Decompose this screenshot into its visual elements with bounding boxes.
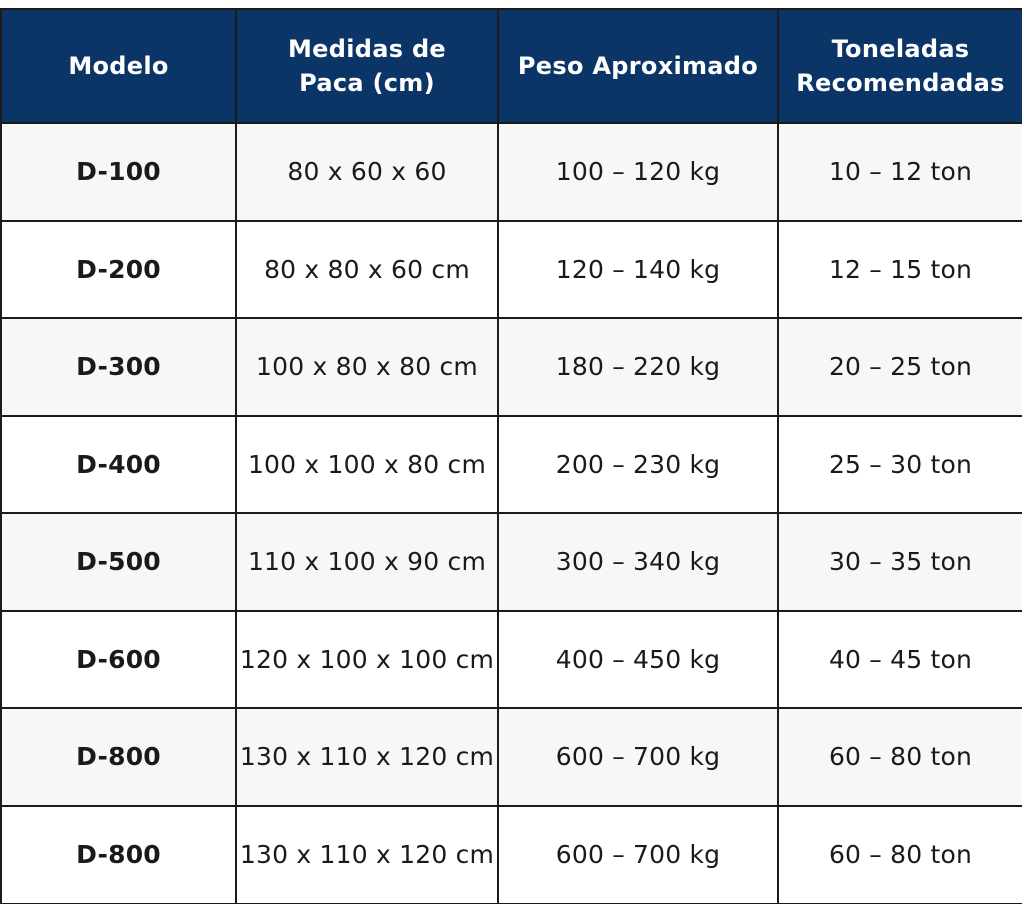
table-row: [2, 806, 1022, 904]
header-peso-line1: Peso Aproximado: [517, 52, 759, 80]
cell-toneladas: 20 – 25 ton: [778, 318, 1022, 416]
cell-toneladas: 40 – 45 ton: [778, 611, 1022, 709]
cell-toneladas: 10 – 12 ton: [778, 123, 1022, 221]
header-modelo-line1: Modelo: [68, 52, 169, 80]
cell-modelo: D-200: [2, 221, 236, 319]
cell-peso: 400 – 450 kg: [498, 611, 778, 709]
cell-peso: 120 – 140 kg: [498, 221, 778, 319]
cell-peso: 200 – 230 kg: [498, 416, 778, 514]
cell-peso: 600 – 700 kg: [498, 708, 778, 806]
baler-specs-table: [0, 8, 1022, 904]
cell-modelo: D-500: [2, 513, 236, 611]
cell-medidas: 130 x 110 x 120 cm: [236, 806, 498, 904]
table-row: [2, 318, 1022, 416]
cell-modelo: D-800: [2, 708, 236, 806]
cell-medidas: 100 x 80 x 80 cm: [236, 318, 498, 416]
cell-medidas: 100 x 100 x 80 cm: [236, 416, 498, 514]
header-toneladas-line1: Toneladas: [831, 35, 970, 63]
cell-modelo: D-300: [2, 318, 236, 416]
cell-toneladas: 60 – 80 ton: [778, 708, 1022, 806]
table-row: [2, 708, 1022, 806]
table-row: [2, 513, 1022, 611]
cell-peso: 600 – 700 kg: [498, 806, 778, 904]
cell-peso: 180 – 220 kg: [498, 318, 778, 416]
table-body: [2, 123, 1022, 903]
table-row: [2, 416, 1022, 514]
cell-toneladas: 30 – 35 ton: [778, 513, 1022, 611]
table-header: [2, 10, 1022, 123]
cell-toneladas: 12 – 15 ton: [778, 221, 1022, 319]
header-modelo: [2, 10, 236, 123]
header-medidas-line1: Medidas de: [287, 35, 447, 63]
table-row: [2, 611, 1022, 709]
cell-modelo: D-400: [2, 416, 236, 514]
header-toneladas-line2: Recomendadas: [796, 69, 1005, 97]
cell-medidas: 120 x 100 x 100 cm: [236, 611, 498, 709]
header-medidas: [236, 10, 498, 123]
specs-table: [2, 10, 1022, 903]
cell-peso: 100 – 120 kg: [498, 123, 778, 221]
cell-toneladas: 60 – 80 ton: [778, 806, 1022, 904]
cell-medidas: 80 x 80 x 60 cm: [236, 221, 498, 319]
cell-modelo: D-600: [2, 611, 236, 709]
cell-peso: 300 – 340 kg: [498, 513, 778, 611]
header-toneladas: [778, 10, 1022, 123]
cell-modelo: D-800: [2, 806, 236, 904]
table-row: [2, 123, 1022, 221]
table-row: [2, 221, 1022, 319]
cell-modelo: D-100: [2, 123, 236, 221]
header-row: [2, 10, 1022, 123]
header-medidas-line2: Paca (cm): [299, 69, 435, 97]
cell-medidas: 110 x 100 x 90 cm: [236, 513, 498, 611]
cell-medidas: 80 x 60 x 60: [236, 123, 498, 221]
cell-medidas: 130 x 110 x 120 cm: [236, 708, 498, 806]
cell-toneladas: 25 – 30 ton: [778, 416, 1022, 514]
header-peso: [498, 10, 778, 123]
